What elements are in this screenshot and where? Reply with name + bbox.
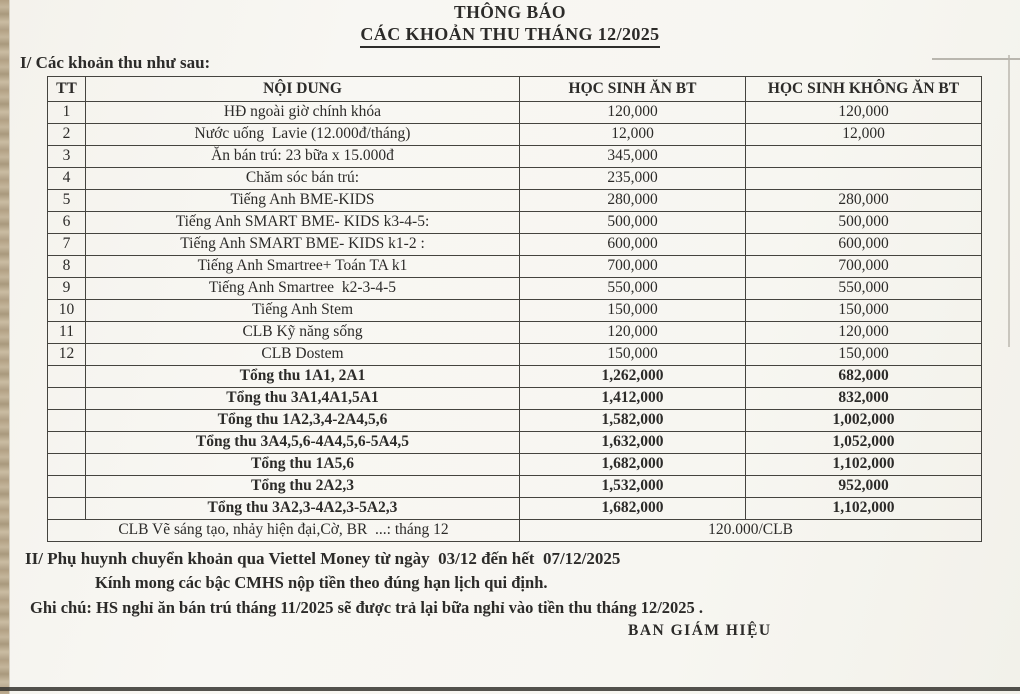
cell-an-bt: 1,632,000	[520, 431, 746, 453]
cell-noi-dung: CLB Dostem	[86, 343, 520, 365]
cell-noi-dung: Tổng thu 2A2,3	[86, 475, 520, 497]
cell-tt: 11	[48, 321, 86, 343]
cell-tt: 3	[48, 145, 86, 167]
cell-an-bt: 700,000	[520, 255, 746, 277]
cell-an-bt: 1,682,000	[520, 497, 746, 519]
cell-an-bt: 150,000	[520, 343, 746, 365]
table-row	[48, 387, 982, 409]
table-row	[48, 255, 982, 277]
table-row	[48, 431, 982, 453]
header-khong-an-bt: HỌC SINH KHÔNG ĂN BT	[746, 76, 982, 101]
table-row	[48, 167, 982, 189]
cell-noi-dung: Tổng thu 3A4,5,6-4A4,5,6-5A4,5	[86, 431, 520, 453]
cell-noi-dung: Nước uống Lavie (12.000đ/tháng)	[86, 123, 520, 145]
cell-noi-dung: Tiếng Anh BME-KIDS	[86, 189, 520, 211]
table-row	[48, 321, 982, 343]
cell-noi-dung: Tổng thu 1A2,3,4-2A4,5,6	[86, 409, 520, 431]
note-line: Ghi chú: HS nghỉ ăn bán trú tháng 11/2025 sẽ được trả lại bữa nghỉ vào tiền thu tháng 12/2025 .	[30, 597, 704, 617]
cell-an-bt: 1,682,000	[520, 453, 746, 475]
cell-an-bt: 120,000	[520, 101, 746, 123]
fee-table-body	[48, 101, 982, 541]
cell-tt: 10	[48, 299, 86, 321]
cell-an-bt: 12,000	[520, 123, 746, 145]
cell-khong-an-bt: 682,000	[746, 365, 982, 387]
club-row-value: 120.000/CLB	[520, 519, 982, 541]
cell-tt: 8	[48, 255, 86, 277]
signature: BAN GIÁM HIỆU	[628, 621, 772, 639]
cell-tt: 1	[48, 101, 86, 123]
cell-an-bt: 600,000	[520, 233, 746, 255]
table-row	[48, 145, 982, 167]
table-row	[48, 101, 982, 123]
table-row	[48, 189, 982, 211]
cell-noi-dung: CLB Kỹ năng sống	[86, 321, 520, 343]
cell-khong-an-bt: 700,000	[746, 255, 982, 277]
table-row	[48, 497, 982, 519]
cell-tt: 6	[48, 211, 86, 233]
cell-khong-an-bt: 1,102,000	[746, 497, 982, 519]
cell-noi-dung: Tiếng Anh Smartree k2-3-4-5	[86, 277, 520, 299]
cell-tt: 2	[48, 123, 86, 145]
cell-khong-an-bt: 1,102,000	[746, 453, 982, 475]
table-row	[48, 123, 982, 145]
cell-khong-an-bt: 500,000	[746, 211, 982, 233]
table-row	[48, 211, 982, 233]
header-row	[48, 76, 982, 101]
cell-an-bt: 235,000	[520, 167, 746, 189]
table-row	[48, 343, 982, 365]
cell-noi-dung: Tổng thu 1A1, 2A1	[86, 365, 520, 387]
cell-tt	[48, 475, 86, 497]
document-title: THÔNG BÁO	[454, 2, 566, 22]
fees-table-header	[48, 76, 982, 101]
fees-table	[47, 76, 982, 542]
cell-an-bt: 550,000	[520, 277, 746, 299]
header-noi-dung: NỘI DUNG	[86, 76, 520, 101]
cell-khong-an-bt: 1,002,000	[746, 409, 982, 431]
cell-an-bt: 500,000	[520, 211, 746, 233]
cell-an-bt: 1,412,000	[520, 387, 746, 409]
cell-khong-an-bt: 600,000	[746, 233, 982, 255]
cell-noi-dung: Tổng thu 1A5,6	[86, 453, 520, 475]
cell-tt: 9	[48, 277, 86, 299]
cell-tt	[48, 387, 86, 409]
document-title-block	[0, 2, 1020, 48]
cell-khong-an-bt: 1,052,000	[746, 431, 982, 453]
cell-tt	[48, 365, 86, 387]
cell-khong-an-bt: 120,000	[746, 321, 982, 343]
header-tt: TT	[48, 76, 86, 101]
table-row	[48, 299, 982, 321]
cell-noi-dung: Ăn bán trú: 23 bữa x 15.000đ	[86, 145, 520, 167]
cell-khong-an-bt: 550,000	[746, 277, 982, 299]
payment-instruction: II/ Phụ huynh chuyển khoản qua Viettel Money từ ngày 03/12 đến hết 07/12/2025	[25, 548, 621, 568]
table-row	[48, 277, 982, 299]
cell-khong-an-bt: 280,000	[746, 189, 982, 211]
document-subtitle: CÁC KHOẢN THU THÁNG 12/2025	[360, 24, 659, 48]
cell-tt	[48, 453, 86, 475]
cell-tt	[48, 431, 86, 453]
cell-an-bt: 280,000	[520, 189, 746, 211]
cell-tt	[48, 409, 86, 431]
cell-an-bt: 1,532,000	[520, 475, 746, 497]
cell-khong-an-bt: 120,000	[746, 101, 982, 123]
table-row	[48, 365, 982, 387]
cell-khong-an-bt: 150,000	[746, 343, 982, 365]
cell-tt: 12	[48, 343, 86, 365]
paper-bottom-edge-line	[0, 687, 1020, 691]
cell-noi-dung: Tổng thu 3A2,3-4A2,3-5A2,3	[86, 497, 520, 519]
club-row-label: CLB Vẽ sáng tạo, nhảy hiện đại,Cờ, BR ...: tháng 12	[48, 519, 520, 541]
cell-tt: 7	[48, 233, 86, 255]
header-an-bt: HỌC SINH ĂN BT	[520, 76, 746, 101]
cell-noi-dung: Tiếng Anh Stem	[86, 299, 520, 321]
cell-an-bt: 345,000	[520, 145, 746, 167]
cell-an-bt: 150,000	[520, 299, 746, 321]
cell-an-bt: 120,000	[520, 321, 746, 343]
cell-noi-dung: Tổng thu 3A1,4A1,5A1	[86, 387, 520, 409]
table-row	[48, 233, 982, 255]
cell-khong-an-bt: 12,000	[746, 123, 982, 145]
cell-noi-dung: HĐ ngoài giờ chính khóa	[86, 101, 520, 123]
cell-khong-an-bt: 952,000	[746, 475, 982, 497]
cell-an-bt: 1,582,000	[520, 409, 746, 431]
section-heading: I/ Các khoản thu như sau:	[20, 52, 211, 72]
cell-khong-an-bt: 150,000	[746, 299, 982, 321]
cell-tt	[48, 497, 86, 519]
cell-noi-dung: Tiếng Anh SMART BME- KIDS k3-4-5:	[86, 211, 520, 233]
cell-noi-dung: Tiếng Anh SMART BME- KIDS k1-2 :	[86, 233, 520, 255]
cell-noi-dung: Tiếng Anh Smartree+ Toán TA k1	[86, 255, 520, 277]
cell-khong-an-bt: 832,000	[746, 387, 982, 409]
table-row	[48, 453, 982, 475]
table-row	[48, 409, 982, 431]
cell-khong-an-bt	[746, 145, 982, 167]
cell-noi-dung: Chăm sóc bán trú:	[86, 167, 520, 189]
footer-block	[0, 549, 1020, 640]
cell-an-bt: 1,262,000	[520, 365, 746, 387]
table-row	[48, 475, 982, 497]
club-row	[48, 519, 982, 541]
cell-tt: 5	[48, 189, 86, 211]
cell-khong-an-bt	[746, 167, 982, 189]
payment-request: Kính mong các bậc CMHS nộp tiền theo đúng hạn lịch qui định.	[95, 572, 548, 592]
cell-tt: 4	[48, 167, 86, 189]
